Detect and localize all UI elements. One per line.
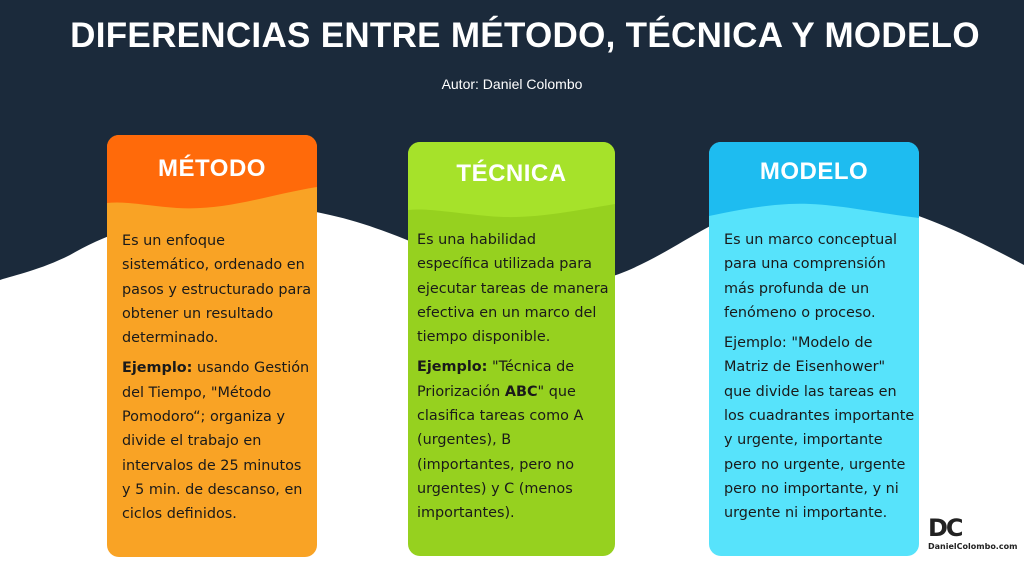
tecnica-body	[417, 228, 612, 532]
metodo-example	[122, 356, 312, 526]
tecnica-example-label: Ejemplo:	[417, 359, 488, 376]
dc-logo	[928, 516, 1017, 551]
author-line: Autor: Daniel Colombo	[441, 76, 583, 92]
page-title: DIFERENCIAS ENTRE MÉTODO, TÉCNICA Y MODELO	[70, 16, 980, 55]
tecnica-example-text-1: "Técnica de Priorización	[417, 359, 575, 400]
modelo-card	[709, 142, 919, 556]
tecnica-description: Es una habilidad específica utilizada para ejecutar tareas de manera efectiva en un marco del tiempo disponible.	[417, 232, 609, 346]
modelo-example: Ejemplo: "Modelo de Matriz de Eisenhower" que divide las tareas en los cuadrantes importante y urgente, importante pero no urgente, urgente pero no importante, y ni urgente ni importante.	[724, 335, 915, 522]
metodo-example-text: usando Gestión del Tiempo, "Método Pomodoro“; organiza y divide el trabajo en intervalos de 25 minutos y 5 min. de descanso, en ciclos definidos.	[122, 360, 310, 523]
metodo-example-label: Ejemplo:	[122, 360, 193, 377]
dc-logo-mark: DC	[928, 514, 962, 542]
dc-logo-site: DanielColombo.com	[928, 542, 1018, 551]
metodo-description: Es un enfoque sistemático, ordenado en pasos y estructurado para obtener un resultado determinado.	[122, 233, 312, 347]
modelo-body	[724, 228, 916, 532]
tecnica-title: TÉCNICA	[456, 160, 567, 187]
metodo-card	[107, 135, 317, 557]
tecnica-example	[417, 355, 612, 525]
tecnica-example-text-2: " que clasifica tareas como A (urgentes), B (importantes, pero no urgentes) y C (menos importantes).	[417, 383, 584, 522]
modelo-header-band	[709, 142, 919, 232]
tecnica-card	[408, 142, 615, 556]
modelo-title: MODELO	[759, 158, 869, 185]
modelo-description: Es un marco conceptual para una comprensión más profunda de un fenómeno o proceso.	[724, 232, 898, 321]
metodo-body	[122, 229, 312, 533]
tecnica-example-bold: ABC	[504, 383, 538, 400]
metodo-title: MÉTODO	[158, 155, 266, 182]
